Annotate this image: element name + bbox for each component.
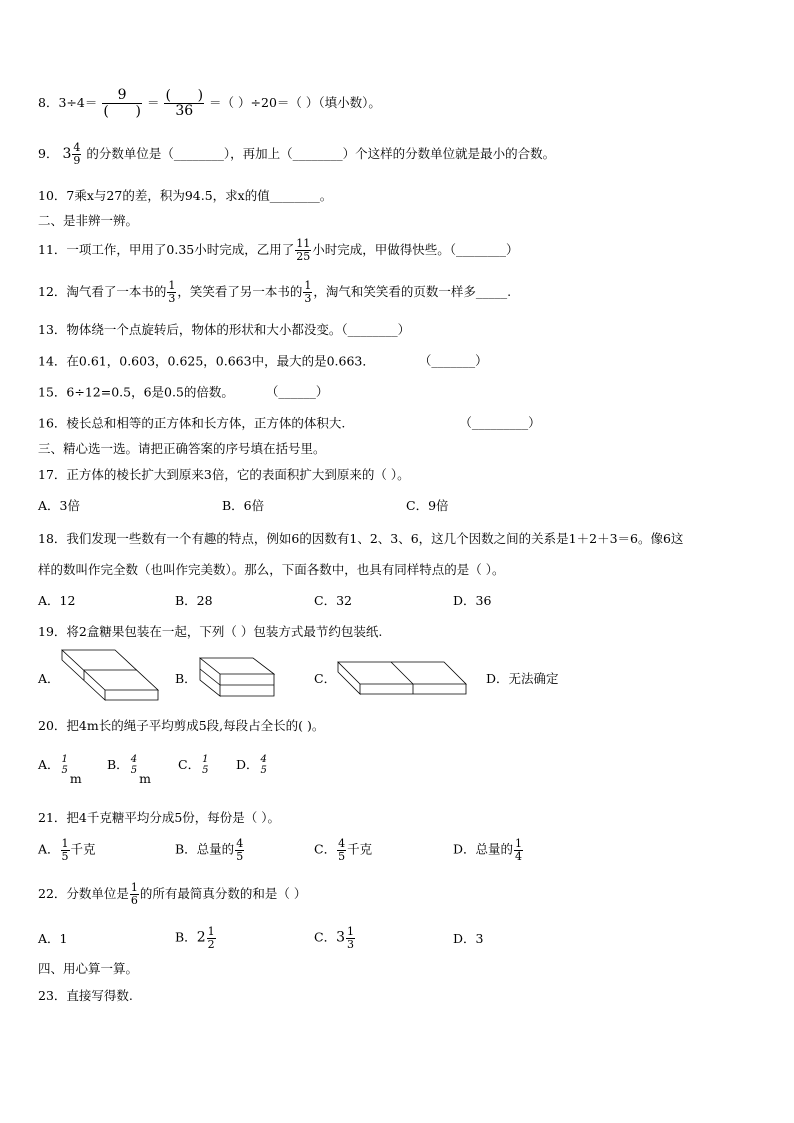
q22-text-a: 22．分数单位是 (38, 885, 129, 901)
q18-option-b[interactable]: B．28 (175, 593, 213, 608)
q22-c-fraction: $\frac{1}{3}$ (347, 925, 354, 951)
question-8 (38, 88, 381, 119)
q9-mixed-number (62, 142, 82, 166)
q9-whole: 3 (62, 146, 72, 163)
q9-fraction: $\frac{4}{9}$ (73, 141, 81, 167)
section-2-heading: 二、是非辨一辨。 (38, 213, 139, 228)
q17-option-c[interactable]: C．9倍 (406, 498, 449, 513)
q8-f1-numerator: 9 (102, 88, 142, 104)
q12-text-b: ，笑笑看了另一本书的 (177, 283, 303, 299)
q12-text-c: ，淘气和笑笑看的页数一样多_____. (313, 283, 512, 299)
q21-option-b[interactable]: B．总量的 $\frac{4}{5}$ (175, 837, 244, 863)
q15-blank: （______） (265, 384, 329, 400)
q19-option-c-figure (336, 660, 468, 696)
q14-text: 14．在0.61，0.603，0.625，0.663中，最大的是0.663． (38, 353, 375, 369)
question-15 (38, 386, 328, 399)
question-12 (38, 280, 511, 304)
question-23: 23．直接写得数. (38, 988, 133, 1003)
q19-option-c[interactable]: C． (314, 671, 337, 686)
q21-b-fraction: $\frac{4}{5}$ (236, 837, 244, 863)
section-4-heading: 四、用心算一算。 (38, 961, 139, 976)
question-19: 19．将2盒糖果包装在一起，下列（ ）包装方式最节约包装纸. (38, 624, 383, 639)
q9-prefix: 9． (38, 145, 59, 161)
section-3-heading: 三、精心选一选。请把正确答案的序号填在括号里。 (38, 441, 326, 456)
question-9 (38, 142, 555, 166)
q8-f2-denominator: 36 (175, 103, 194, 120)
q11-text-b: 小时完成，甲做得快些。（________） (312, 241, 519, 257)
q8-f1-denominator: ( ) (103, 103, 141, 120)
q17-option-a[interactable]: A．3倍 (38, 498, 80, 513)
q19-option-b-figure (198, 656, 278, 698)
q20-b-fraction: 4 5 (130, 754, 138, 776)
q12-text-a: 12．淘气看了一本书的 (38, 283, 167, 299)
question-13: 13．物体绕一个点旋转后，物体的形状和大小都没变。（________） (38, 322, 411, 337)
question-16 (38, 417, 541, 430)
question-20: 20．把4m长的绳子平均剪成5段,每段占全长的( )。 (38, 718, 325, 733)
q14-blank: （_______） (418, 353, 488, 369)
q22-option-b[interactable]: B．2 $\frac{1}{2}$ (175, 925, 215, 951)
question-14 (38, 355, 488, 368)
q8-f2-numerator: ( ) (165, 87, 204, 104)
q20-option-d[interactable]: D． 4 5 (236, 754, 267, 776)
question-11 (38, 238, 519, 262)
q8-fraction-2 (164, 88, 204, 119)
q22-text-b: 的所有最简真分数的和是（ ） (139, 885, 307, 901)
q15-text: 15．6÷12=0.5，6是0.5的倍数。 (38, 384, 234, 400)
question-21: 21．把4千克糖平均分成5份，每份是（ ）。 (38, 810, 281, 825)
q20-option-c[interactable]: C． 1 5 (178, 754, 209, 776)
q19-option-a[interactable]: A． (38, 671, 60, 686)
question-10: 10．7乘x与27的差，积为94.5，求x的值________。 (38, 188, 333, 203)
q19-option-b[interactable]: B． (175, 671, 197, 686)
q18-option-a[interactable]: A．12 (38, 593, 76, 608)
q22-option-d[interactable]: D．3 (453, 931, 484, 946)
q8-prefix: 8．3÷4＝ (38, 95, 98, 111)
q18-option-c[interactable]: C．32 (314, 593, 352, 608)
q22-b-fraction: $\frac{1}{2}$ (207, 925, 215, 951)
q8-rest: ＝（ ）÷20＝（ ）（填小数）。 (209, 95, 381, 111)
q20-d-fraction: 4 5 (260, 754, 267, 776)
question-18-line-1: 18．我们发现一些数有一个有趣的特点，例如6的因数有1、2、3、6，这几个因数之间的关系是1＋2＋3＝6。像6这 (38, 531, 684, 546)
q20-c-fraction: 1 5 (202, 754, 209, 776)
question-22 (38, 882, 306, 906)
q20-a-fraction: 1 5 (61, 754, 68, 776)
q22-option-c[interactable]: C．3 $\frac{1}{3}$ (314, 925, 354, 951)
q16-text: 16．棱长总和相等的正方体和长方体，正方体的体积大. (38, 415, 346, 431)
question-17: 17．正方体的棱长扩大到原来3倍，它的表面积扩大到原来的（ ）。 (38, 467, 410, 482)
q12-fraction-1: $\frac{1}{3}$ (168, 279, 176, 305)
q8-equals: ＝ (146, 95, 160, 111)
q20-option-b[interactable]: B． 4 5 m (107, 754, 151, 786)
q19-option-d[interactable]: D．无法确定 (486, 671, 559, 686)
q21-option-a[interactable]: A． $\frac{1}{5}$ 千克 (38, 837, 96, 863)
q20-option-a[interactable]: A． 1 5 m (38, 754, 82, 786)
q12-fraction-2: $\frac{1}{3}$ (304, 279, 312, 305)
q21-d-fraction: $\frac{1}{4}$ (515, 837, 523, 863)
q21-a-fraction: $\frac{1}{5}$ (61, 837, 69, 863)
q8-fraction-1 (102, 88, 142, 119)
q21-option-c[interactable]: C． $\frac{4}{5}$ 千克 (314, 837, 373, 863)
q18-option-d[interactable]: D．36 (453, 593, 492, 608)
q22-fraction: $\frac{1}{6}$ (130, 881, 138, 907)
question-18-line-2: 样的数叫作完全数（也叫作完美数）。那么，下面各数中，也具有同样特点的是（ ）。 (38, 562, 505, 577)
q22-option-a[interactable]: A．1 (38, 931, 68, 946)
q11-text-a: 11．一项工作，甲用了0.35小时完成，乙用了 (38, 241, 295, 257)
q16-blank: （_________） (459, 415, 541, 431)
q17-option-b[interactable]: B．6倍 (222, 498, 265, 513)
q21-option-d[interactable]: D．总量的 $\frac{1}{4}$ (453, 837, 523, 863)
q21-c-fraction: $\frac{4}{5}$ (338, 837, 346, 863)
q9-rest: 的分数单位是（________），再加上（________）个这样的分数单位就是最小的合数。 (86, 145, 556, 161)
q19-option-a-figure (60, 648, 160, 704)
q11-fraction: $\frac{11}{25}$ (296, 237, 311, 263)
